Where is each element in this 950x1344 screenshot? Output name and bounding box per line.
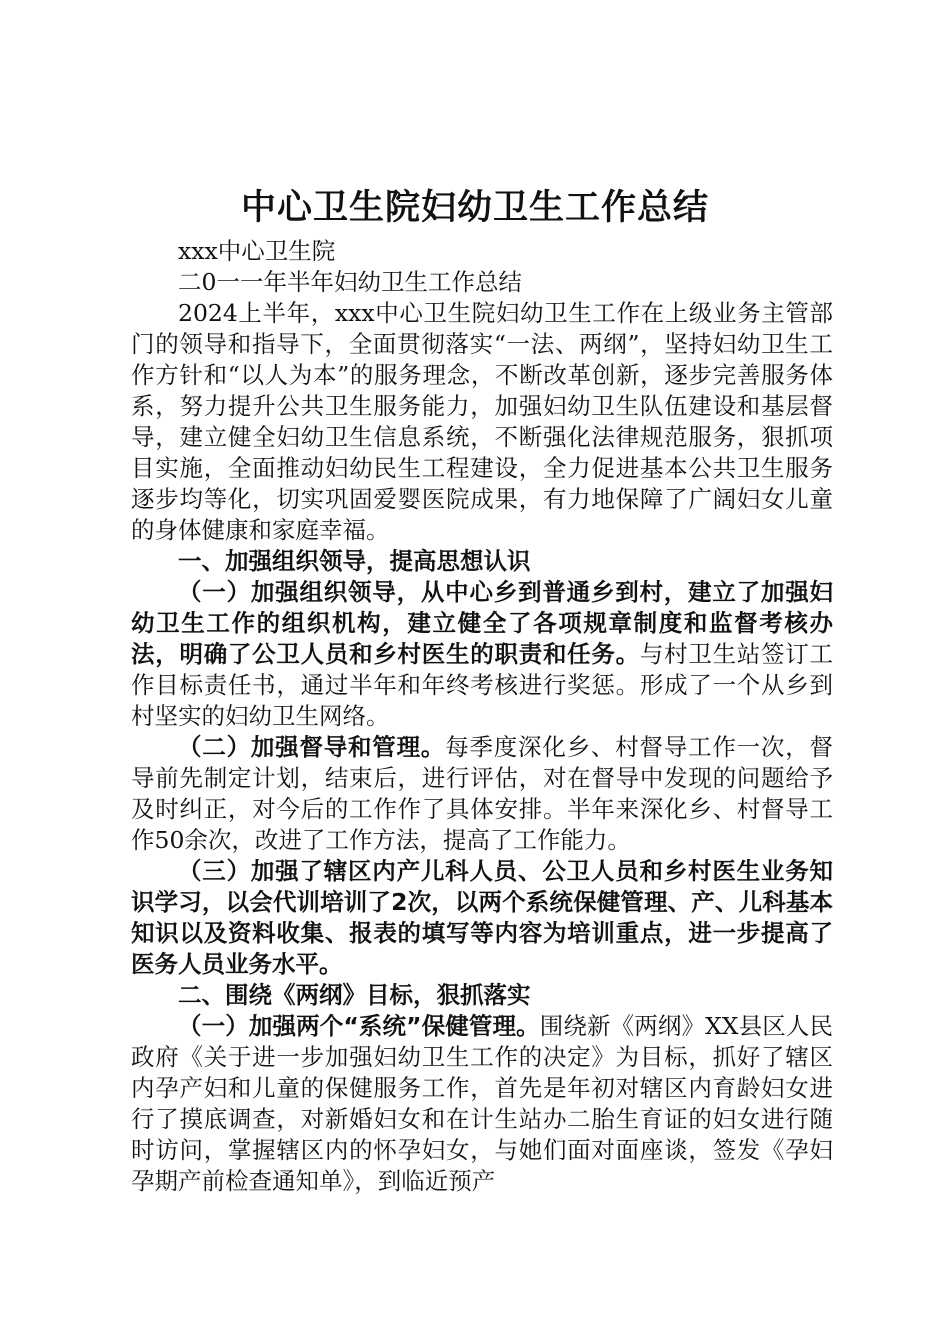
section-1-paragraph-2-rest: 每季度深化乡、村督导工作一次，督导前先制定计划，结束后，进行评估，对在督导中发现的问题给予及时纠正，对今后的工作作了具体安排。半年来深化乡、村督导工作50余次，改进了工作方法，提高了工作能力。	[131, 733, 834, 854]
subtitle-line: 二0一一年半年妇幼卫生工作总结	[178, 268, 522, 296]
document-body	[131, 236, 833, 1197]
section-2-paragraph-1-rest: 围绕新《两纲》XX县区人民政府《关于进一步加强妇幼卫生工作的决定》为目标，抓好了辖区内孕产妇和儿童的保健服务工作，首先是年初对辖区内育龄妇女进行了摸底调查，对新婚妇女和在计生站办二胎生育证的妇女进行随时访问，掌握辖区内的怀孕妇女，与她们面对面座谈，签发《孕妇孕期产前检查通知单》，到临近预产	[131, 1012, 834, 1195]
section-2-paragraph-1-lead: （一）加强两个“系统”保健管理。	[178, 1012, 540, 1040]
section-2-heading: 二、围绕《两纲》目标，狠抓落实	[178, 981, 531, 1009]
section-1-heading: 一、加强组织领导，提高思想认识	[178, 547, 531, 575]
org-line: xxx中心卫生院	[178, 237, 336, 265]
section-1-paragraph-1	[131, 577, 833, 732]
section-1-paragraph-1-lead: （一）加强组织领导，从中心乡到普通乡到村，建立了加强妇幼卫生工作的组织机构，建立健全了各项规章制度和监督考核办法，明确了公卫人员和乡村医生的职责和任务。	[131, 578, 833, 668]
section-2-paragraph-1	[131, 1011, 833, 1197]
document-title: 中心卫生院妇幼卫生工作总结	[240, 187, 709, 228]
section-1-paragraph-3: （三）加强了辖区内产儿科人员、公卫人员和乡村医生业务知识学习，以会代训培训了2次，以两个系统保健管理、产、儿科基本知识以及资料收集、报表的填写等内容为培训重点，进一步提高了医务人员业务水平。	[131, 857, 833, 978]
intro-paragraph: 2024上半年，xxx中心卫生院妇幼卫生工作在上级业务主管部门的领导和指导下，全面贯彻落实“一法、两纲”，坚持妇幼卫生工作方针和“以人为本”的服务理念，不断改革创新，逐步完善服务体系，努力提升公共卫生服务能力，加强妇幼卫生队伍建设和基层督导，建立健全妇幼卫生信息系统，不断强化法律规范服务，狠抓项目实施，全面推动妇幼民生工程建设，全力促进基本公共卫生服务逐步均等化，切实巩固爱婴医院成果，有力地保障了广阔妇女儿童的身体健康和家庭幸福。	[131, 299, 833, 544]
section-1-paragraph-1-rest: 与村卫生站签订工作目标责任书，通过半年和年终考核进行奖惩。形成了一个从乡到村坚实的妇幼卫生网络。	[131, 640, 833, 730]
section-1-paragraph-2-lead: （二）加强督导和管理。	[178, 733, 446, 761]
section-1-paragraph-2	[131, 732, 833, 856]
